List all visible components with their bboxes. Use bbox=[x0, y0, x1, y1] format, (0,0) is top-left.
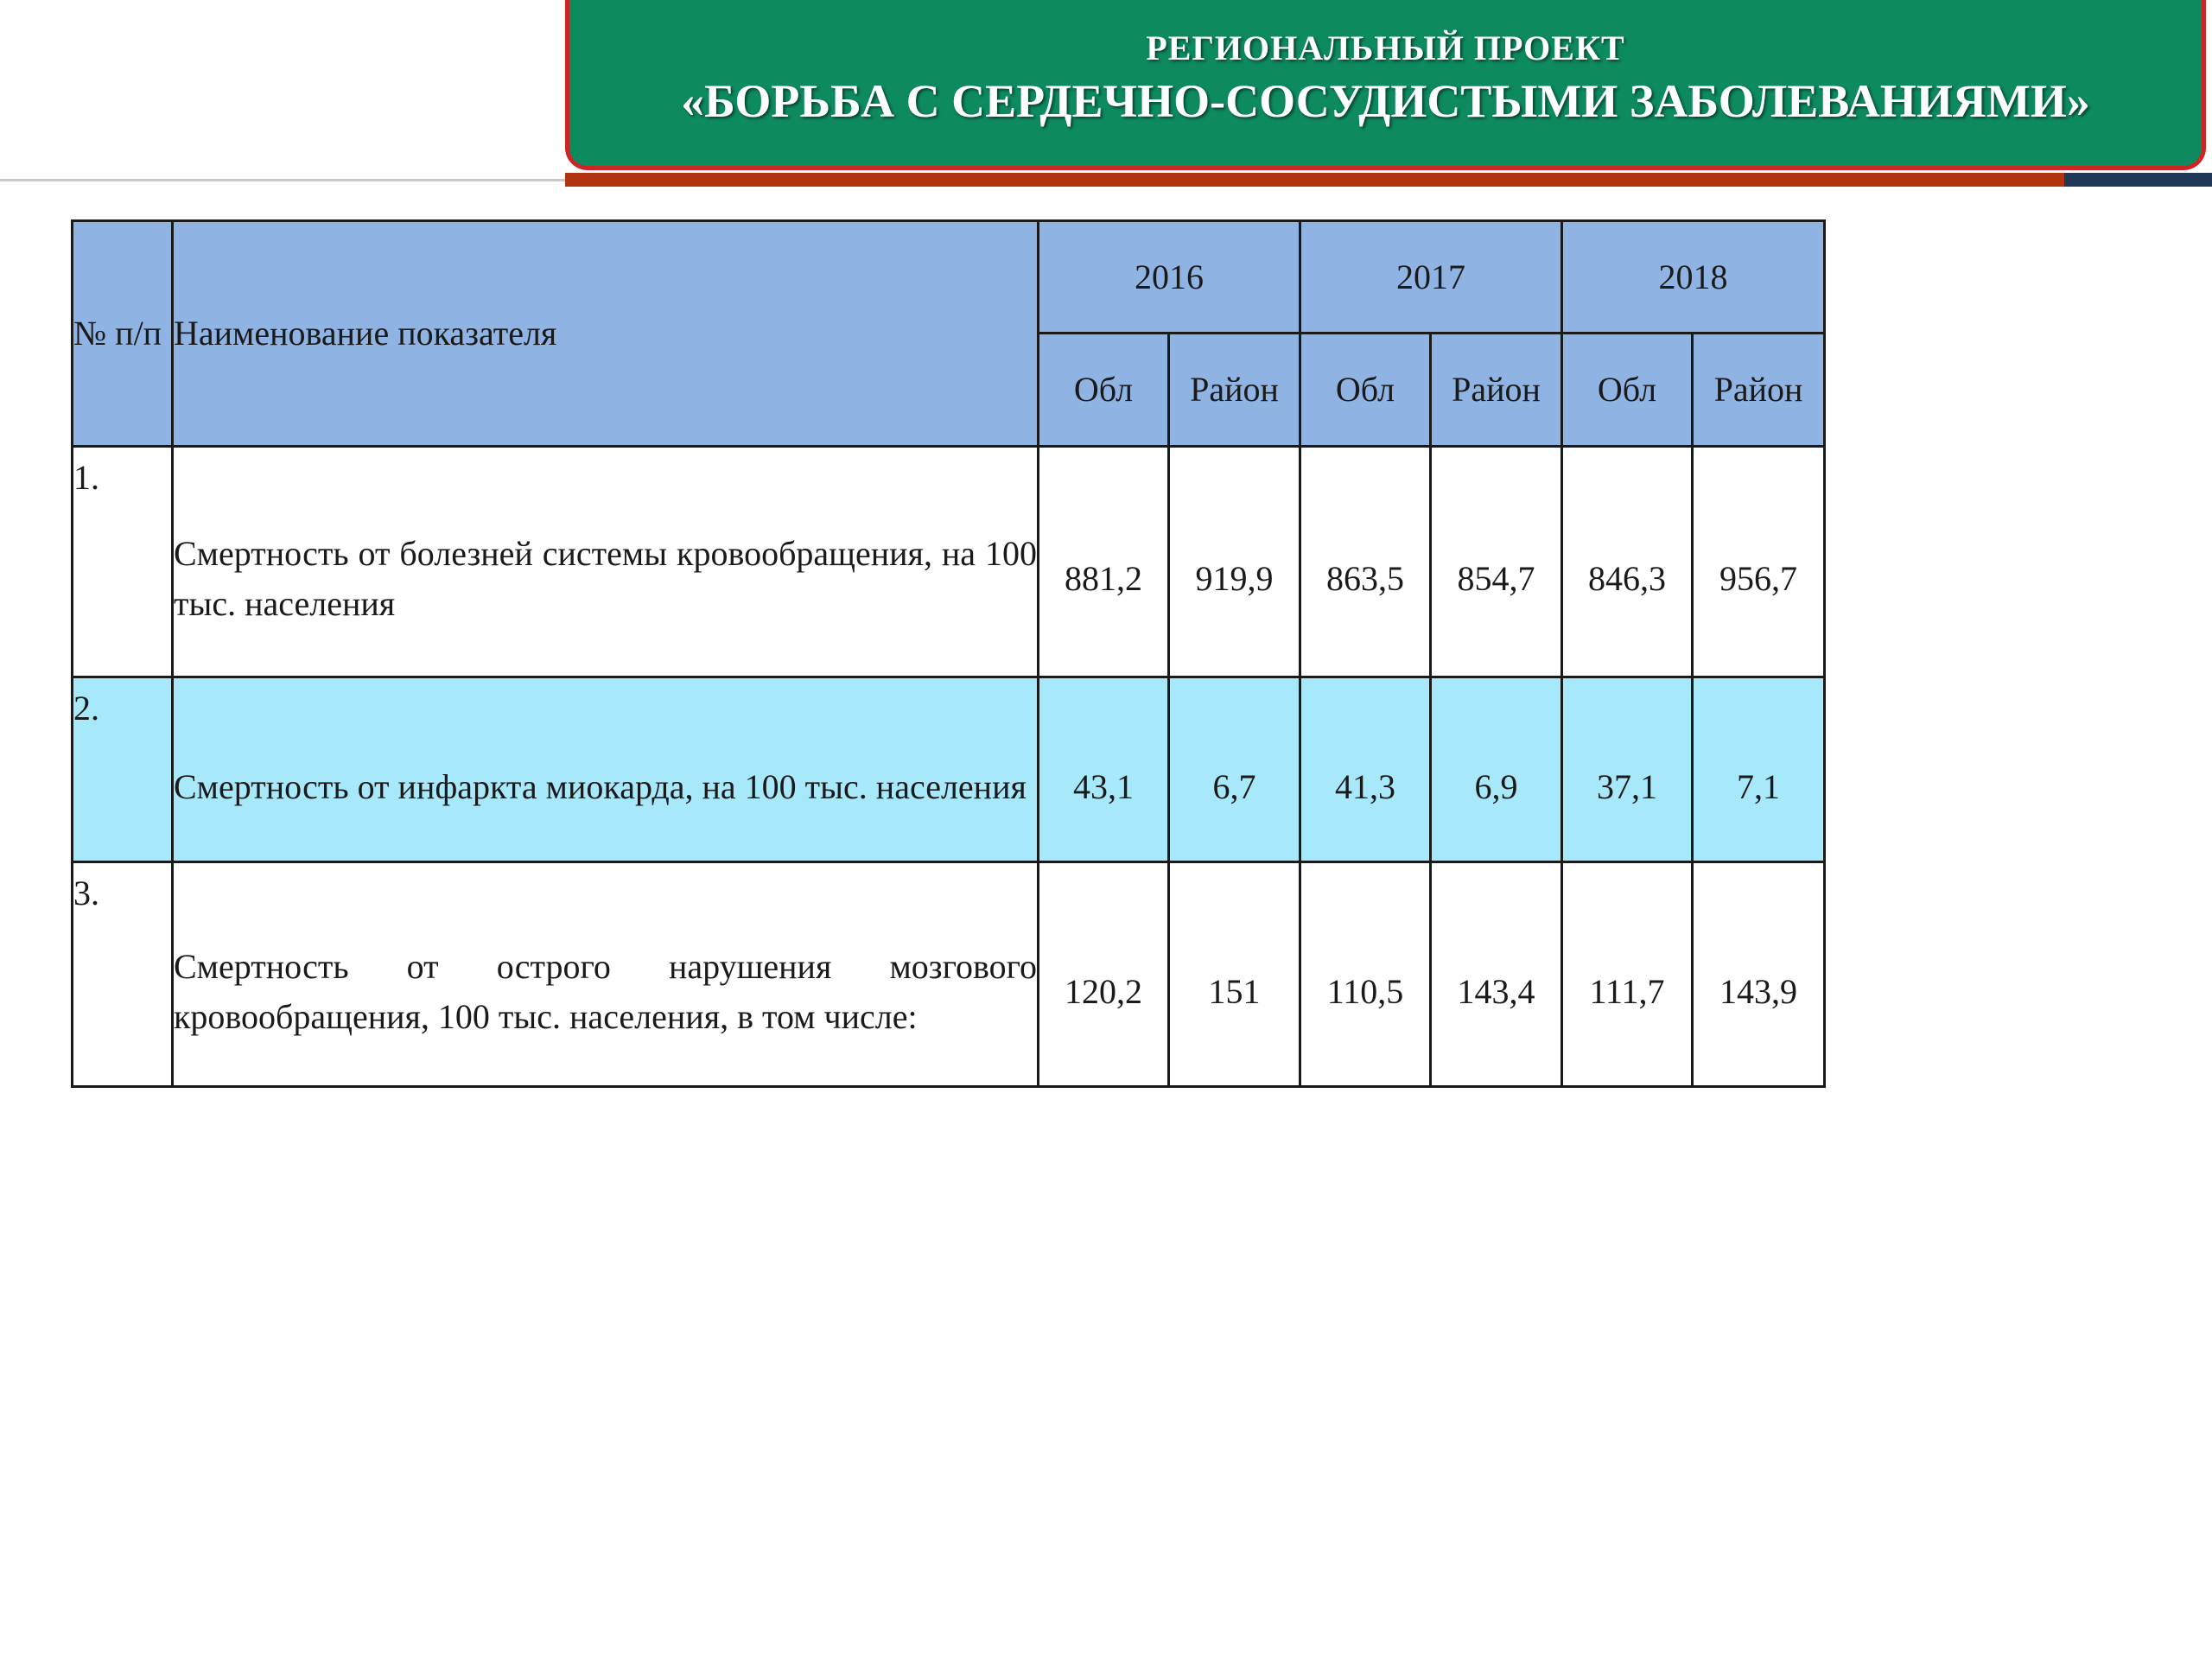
value-obl-2017: 41,3 bbox=[1300, 677, 1431, 862]
header-rayon-2016: Район bbox=[1169, 334, 1300, 447]
top-divider-line bbox=[0, 179, 566, 181]
banner-subtitle: РЕГИОНАЛЬНЫЙ ПРОЕКТ bbox=[1146, 29, 1625, 67]
value-obl-2016: 120,2 bbox=[1039, 862, 1169, 1087]
value-rayon-2017: 854,7 bbox=[1431, 447, 1562, 677]
row-indicator-name: Смертность от болезней системы кровообращения, на 100 тыс. населения bbox=[173, 447, 1039, 677]
row-indicator-name: Смертность от инфаркта миокарда, на 100 тыс. населения bbox=[173, 677, 1039, 862]
row-number: 1. bbox=[73, 447, 173, 677]
row-number: 3. bbox=[73, 862, 173, 1087]
header-year-2017: 2017 bbox=[1300, 221, 1562, 334]
value-rayon-2016: 151 bbox=[1169, 862, 1300, 1087]
banner-underline-blue bbox=[2064, 173, 2212, 187]
header-rayon-2018: Район bbox=[1693, 334, 1825, 447]
value-rayon-2018: 143,9 bbox=[1693, 862, 1825, 1087]
value-rayon-2017: 143,4 bbox=[1431, 862, 1562, 1087]
row-number: 2. bbox=[73, 677, 173, 862]
header-obl-2017: Обл bbox=[1300, 334, 1431, 447]
title-banner bbox=[565, 0, 2206, 170]
row-indicator-name: Смертность от острого нарушения мозгового кровообращения, 100 тыс. населения, в том числе: bbox=[173, 862, 1039, 1087]
header-number: № п/п bbox=[73, 221, 173, 447]
value-obl-2016: 881,2 bbox=[1039, 447, 1169, 677]
value-obl-2016: 43,1 bbox=[1039, 677, 1169, 862]
value-rayon-2018: 956,7 bbox=[1693, 447, 1825, 677]
indicators-table bbox=[71, 219, 1826, 1088]
value-obl-2018: 37,1 bbox=[1562, 677, 1693, 862]
header-year-2018: 2018 bbox=[1562, 221, 1825, 334]
table-header-row-years bbox=[73, 221, 1825, 334]
header-indicator-name: Наименование показателя bbox=[173, 221, 1039, 447]
value-rayon-2018: 7,1 bbox=[1693, 677, 1825, 862]
header-obl-2016: Обл bbox=[1039, 334, 1169, 447]
table-row bbox=[73, 677, 1825, 862]
value-obl-2017: 863,5 bbox=[1300, 447, 1431, 677]
value-obl-2018: 111,7 bbox=[1562, 862, 1693, 1087]
header-year-2016: 2016 bbox=[1039, 221, 1300, 334]
banner-title: «БОРЬБА С СЕРДЕЧНО-СОСУДИСТЫМИ ЗАБОЛЕВАНИЯМИ» bbox=[681, 75, 2090, 127]
header-obl-2018: Обл bbox=[1562, 334, 1693, 447]
table-row bbox=[73, 862, 1825, 1087]
value-obl-2017: 110,5 bbox=[1300, 862, 1431, 1087]
value-rayon-2017: 6,9 bbox=[1431, 677, 1562, 862]
table-row bbox=[73, 447, 1825, 677]
header-rayon-2017: Район bbox=[1431, 334, 1562, 447]
value-rayon-2016: 6,7 bbox=[1169, 677, 1300, 862]
banner-underline-red bbox=[565, 173, 2064, 187]
value-rayon-2016: 919,9 bbox=[1169, 447, 1300, 677]
value-obl-2018: 846,3 bbox=[1562, 447, 1693, 677]
